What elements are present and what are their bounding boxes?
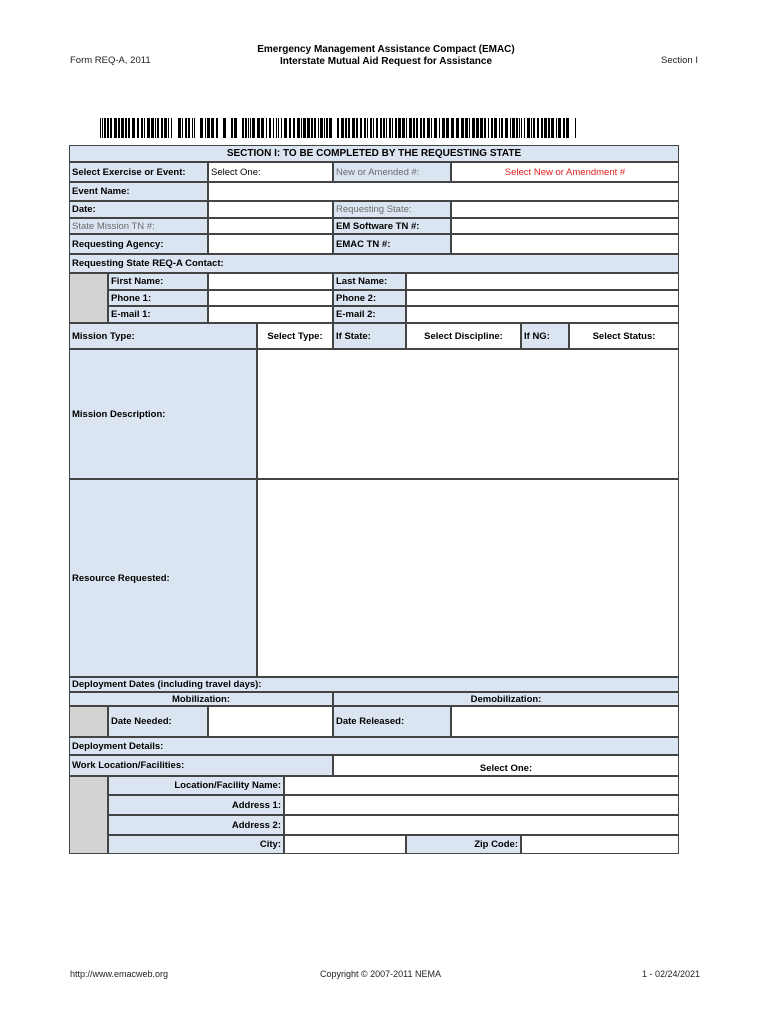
emac-tn-label: EMAC TN #: [333,234,451,254]
city-field[interactable] [284,835,406,854]
email1-label: E-mail 1: [108,306,208,323]
phone1-field[interactable] [208,290,333,306]
phone1-label: Phone 1: [108,290,208,306]
date-field[interactable] [208,201,333,218]
date-released-field[interactable] [451,706,679,737]
first-name-field[interactable] [208,273,333,290]
date-needed-label: Date Needed: [108,706,208,737]
select-discipline-dropdown[interactable] [406,323,521,349]
zip-code-field[interactable] [521,835,679,854]
demobilization-header: Demobilization: [333,692,679,706]
select-exercise-label: Select Exercise or Event: [69,162,208,182]
location-spacer [69,776,108,854]
select-status-dropdown[interactable] [569,323,679,349]
last-name-field[interactable] [406,273,679,290]
state-mission-tn-label: State Mission TN #: [69,218,208,234]
location-name-field[interactable] [284,776,679,795]
select-type-dropdown[interactable] [257,323,333,349]
mission-description-label: Mission Description: [69,349,257,479]
address2-field[interactable] [284,815,679,835]
if-state-label: If State: [333,323,406,349]
select-discipline-label: Select Discipline: [424,330,503,342]
em-software-tn-label: EM Software TN #: [333,218,451,234]
deployment-dates-header: Deployment Dates (including travel days): [69,677,679,692]
form-title [200,44,572,68]
date-released-label: Date Released: [333,706,451,737]
new-or-amendment-dropdown[interactable] [451,162,679,182]
phone2-label: Phone 2: [333,290,406,306]
dates-spacer [69,706,108,737]
location-name-label: Location/Facility Name: [108,776,284,795]
contact-header: Requesting State REQ-A Contact: [69,254,679,273]
state-mission-tn-field[interactable] [208,218,333,234]
phone2-field[interactable] [406,290,679,306]
contact-spacer [69,273,108,323]
resource-requested-field[interactable] [257,479,679,677]
zip-code-label: Zip Code: [406,835,521,854]
address2-label: Address 2: [108,815,284,835]
first-name-label: First Name: [108,273,208,290]
event-name-field[interactable] [208,182,679,201]
form-title-line2: Interstate Mutual Aid Request for Assistance [279,56,493,67]
work-location-label: Work Location/Facilities: [69,755,333,776]
event-name-label: Event Name: [69,182,208,201]
email2-label: E-mail 2: [333,306,406,323]
new-or-amended-label: New or Amended #: [333,162,451,182]
mission-description-field[interactable] [257,349,679,479]
city-label: City: [108,835,284,854]
mobilization-header: Mobilization: [69,692,333,706]
emac-tn-field[interactable] [451,234,679,254]
requesting-state-label: Requesting State: [333,201,451,218]
form-title-line1: Emergency Management Assistance Compact (EMAC) [257,44,515,55]
deployment-details-header: Deployment Details: [69,737,679,755]
requesting-state-field[interactable] [451,201,679,218]
mission-type-label: Mission Type: [69,323,257,349]
section-label: Section I [661,55,698,66]
last-name-label: Last Name: [333,273,406,290]
requesting-agency-label: Requesting Agency: [69,234,208,254]
select-type-label: Select Type: [267,330,323,342]
select-one-label: Select One: [211,166,261,178]
email1-field[interactable] [208,306,333,323]
select-status-label: Select Status: [592,330,656,342]
footer-copyright: Copyright © 2007-2011 NEMA [320,969,442,979]
address1-field[interactable] [284,795,679,815]
em-software-tn-field[interactable] [451,218,679,234]
if-ng-label: If NG: [521,323,569,349]
email2-field[interactable] [406,306,679,323]
footer-page: 1 - 02/24/2021 [641,969,700,979]
resource-requested-label: Resource Requested: [69,479,257,677]
section-title: SECTION I: TO BE COMPLETED BY THE REQUESTING STATE [69,145,679,162]
address1-label: Address 1: [108,795,284,815]
work-location-dropdown[interactable] [333,755,679,776]
requesting-agency-field[interactable] [208,234,333,254]
new-or-amendment-value: Select New or Amendment # [504,166,626,178]
footer-url[interactable]: http://www.emacweb.org [70,969,169,979]
form-id: Form REQ-A, 2011 [70,55,151,66]
select-one-dropdown[interactable] [208,162,333,182]
date-label: Date: [69,201,208,218]
work-location-select-label: Select One: [479,763,533,774]
barcode-graphic [100,118,576,138]
date-needed-field[interactable] [208,706,333,737]
